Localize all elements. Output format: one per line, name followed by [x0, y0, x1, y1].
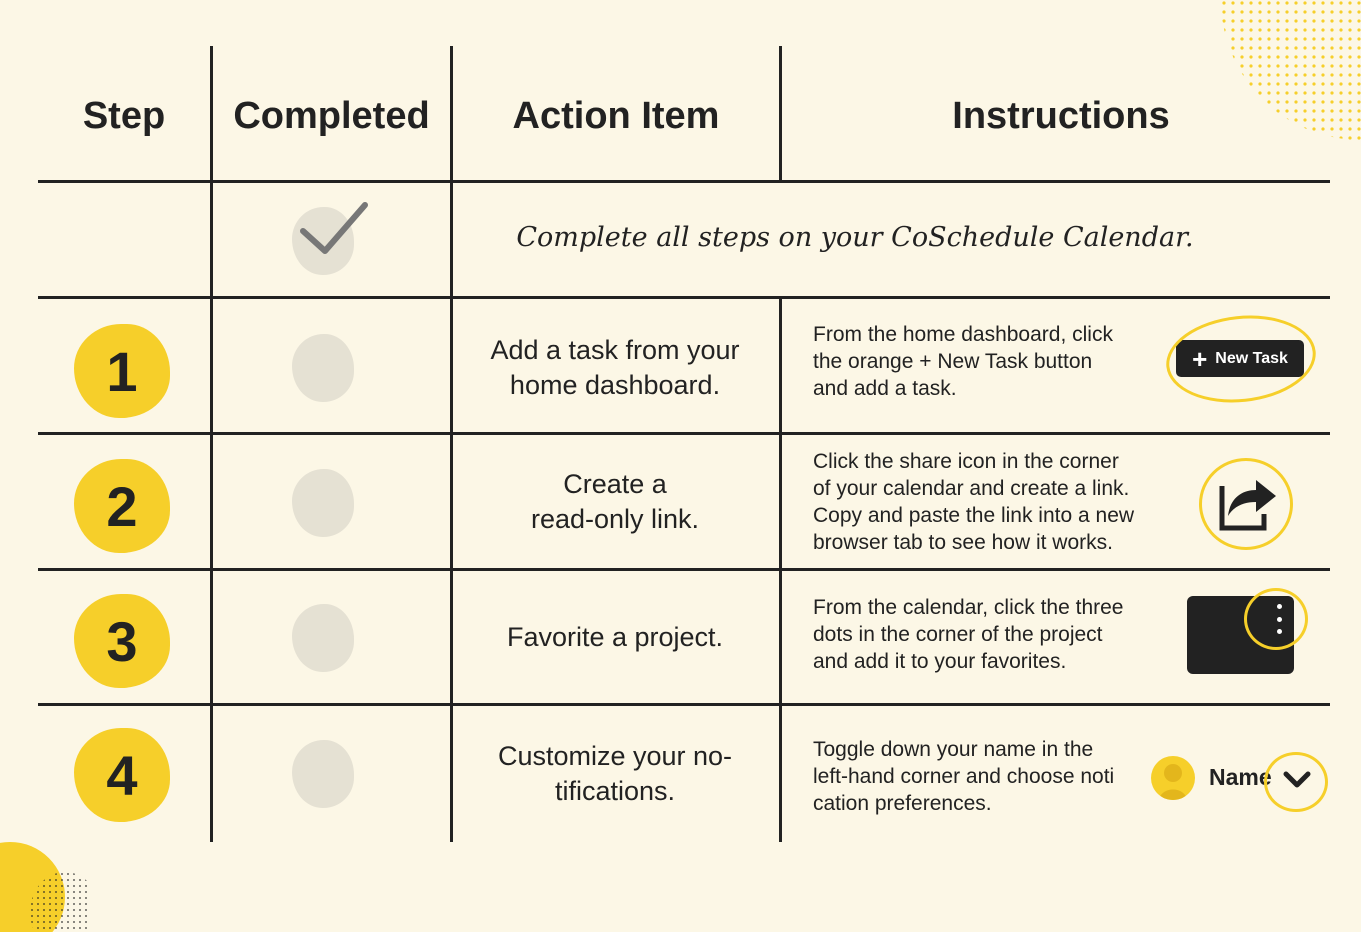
- instruction-3: [813, 594, 1173, 675]
- instruction-line: Copy and paste the link into a new: [813, 504, 1135, 527]
- table-rule: [38, 432, 1330, 435]
- instruction-line: cation preferences.: [813, 792, 992, 815]
- action-item-1: [455, 333, 775, 403]
- checkbox-3[interactable]: [292, 604, 354, 672]
- column-divider: [779, 296, 782, 842]
- instruction-line: of your calendar and create a link.: [813, 477, 1130, 500]
- action-line: Create a: [563, 469, 667, 499]
- table-rule: [38, 568, 1330, 571]
- table-rule: [38, 296, 1330, 299]
- step-badge-3: 3: [74, 594, 170, 688]
- column-divider: [450, 46, 453, 842]
- step-badge-4: 4: [74, 728, 170, 822]
- instruction-4: [813, 736, 1173, 817]
- instruction-1: [813, 321, 1173, 402]
- action-item-4: [455, 739, 775, 809]
- action-line: Customize your no-: [497, 741, 733, 771]
- action-line: Favorite a project.: [506, 622, 724, 652]
- action-line: read-only link.: [530, 504, 700, 534]
- checkbox-2[interactable]: [292, 469, 354, 537]
- instruction-line: Toggle down your name in the: [813, 738, 1094, 761]
- highlight-ring: [1264, 752, 1328, 812]
- instruction-line: dots in the corner of the project: [813, 623, 1103, 646]
- checkbox-4[interactable]: [292, 740, 354, 808]
- highlight-ring: [1162, 308, 1320, 409]
- instruction-line: left-hand corner and choose noti: [813, 765, 1115, 788]
- completed-check[interactable]: [292, 207, 354, 275]
- instruction-2: [813, 448, 1173, 556]
- checkbox-1[interactable]: [292, 334, 354, 402]
- instruction-line: From the calendar, click the three: [813, 596, 1124, 619]
- name-label[interactable]: Name: [1209, 764, 1272, 790]
- header-action-item: Action Item: [512, 95, 720, 137]
- header-completed: Completed: [233, 95, 430, 137]
- instruction-line: the orange + New Task button: [813, 350, 1093, 373]
- column-divider: [210, 46, 213, 842]
- instruction-line: browser tab to see how it works.: [813, 531, 1113, 554]
- step-badge-2: 2: [74, 459, 170, 553]
- action-item-3: [455, 620, 775, 655]
- table-rule: [38, 180, 1330, 183]
- plus-icon: +: [1192, 343, 1208, 374]
- avatar: [1151, 756, 1195, 800]
- intro-note: Complete all steps on your CoSchedule Calendar.: [516, 222, 1194, 253]
- instruction-line: and add it to your favorites.: [813, 650, 1067, 673]
- highlight-ring: [1199, 458, 1293, 550]
- header-step: Step: [82, 95, 166, 137]
- new-task-label: New Task: [1215, 349, 1288, 367]
- action-line: tifications.: [554, 776, 676, 806]
- instruction-line: and add a task.: [813, 377, 957, 400]
- header-instructions: Instructions: [952, 95, 1170, 137]
- action-line: home dashboard.: [509, 370, 721, 400]
- action-item-2: [455, 467, 775, 537]
- instruction-line: From the home dashboard, click: [813, 323, 1113, 346]
- table-rule: [38, 703, 1330, 706]
- step-badge-1: 1: [74, 324, 170, 418]
- instruction-line: Click the share icon in the corner: [813, 450, 1119, 473]
- highlight-ring: [1244, 588, 1308, 650]
- user-icon: [1151, 756, 1195, 800]
- decorative-blob: [0, 812, 90, 932]
- action-line: Add a task from your: [490, 335, 740, 365]
- checkmark-icon: [297, 201, 377, 261]
